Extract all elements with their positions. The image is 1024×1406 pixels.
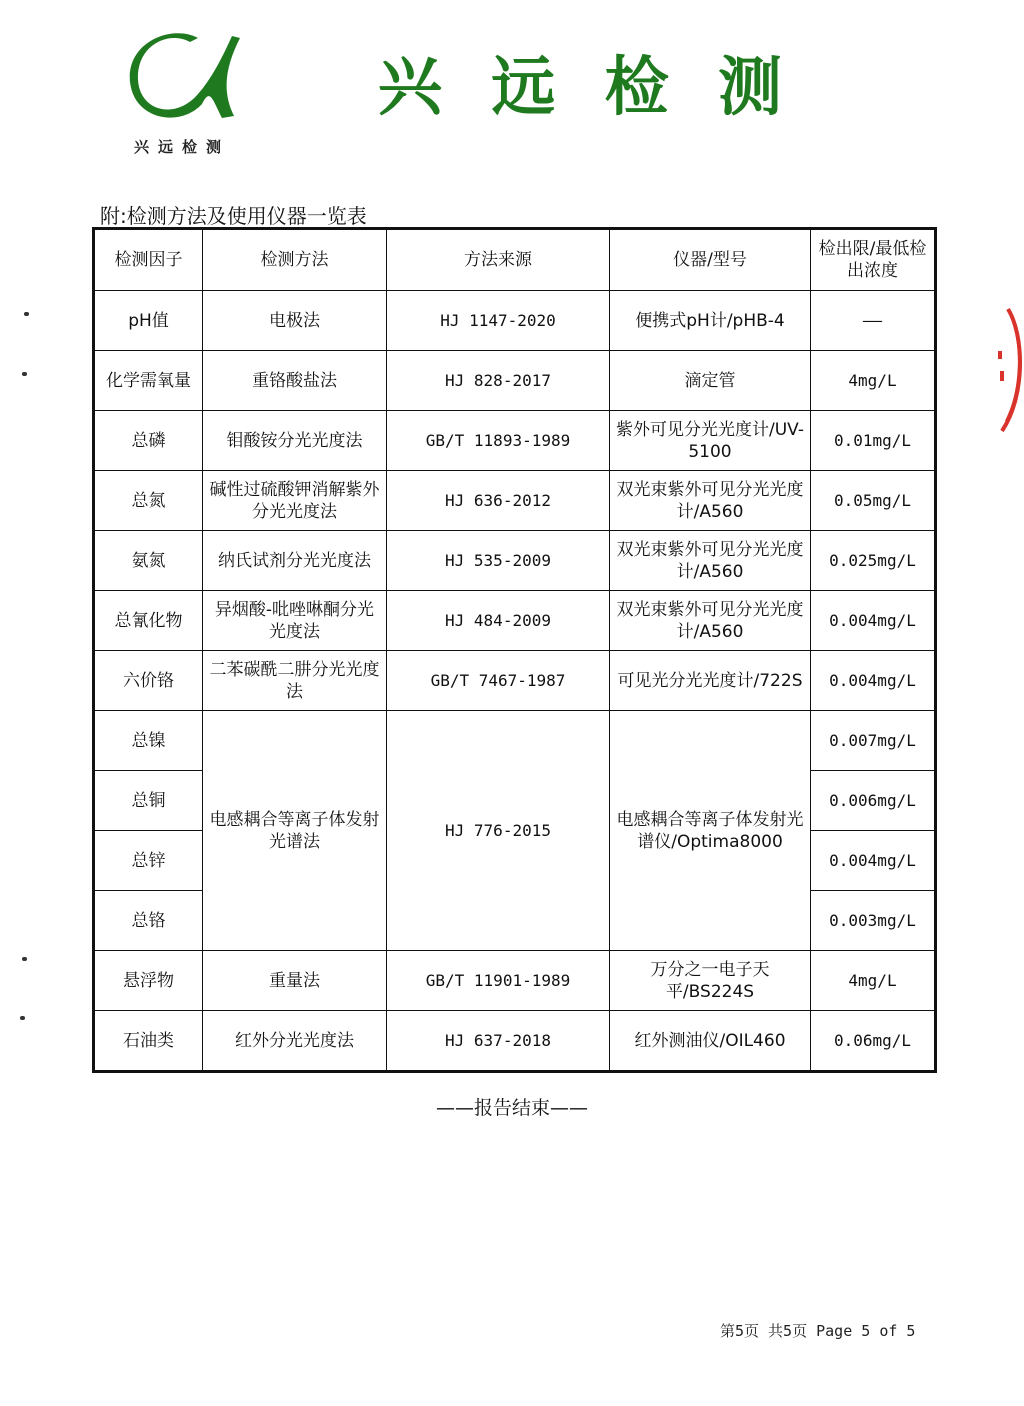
- table-row: [94, 291, 936, 351]
- instrument-cell: 便携式pH计/pHB-4: [610, 291, 811, 351]
- table-row: [94, 591, 936, 651]
- seal-stamp-icon: [990, 305, 1024, 435]
- company-name-title: [370, 48, 790, 128]
- limit-cell: 0.06mg/L: [811, 1011, 936, 1072]
- limit-cell: 0.025mg/L: [811, 531, 936, 591]
- table-row: [94, 711, 936, 771]
- limit-cell: 0.003mg/L: [811, 891, 936, 951]
- limit-cell: 0.004mg/L: [811, 591, 936, 651]
- brand-char: 兴: [378, 50, 442, 125]
- instrument-cell: 滴定管: [610, 351, 811, 411]
- margin-mark: [22, 372, 27, 376]
- limit-cell: 4mg/L: [811, 351, 936, 411]
- limit-cell: 0.05mg/L: [811, 471, 936, 531]
- report-end-mark: ——报告结束——: [435, 1097, 588, 1119]
- factor-cell: pH值: [94, 291, 203, 351]
- source-cell: GB/T 7467-1987: [387, 651, 610, 711]
- limit-cell: 0.006mg/L: [811, 771, 936, 831]
- instrument-cell: 双光束紫外可见分光光度计/A560: [610, 531, 811, 591]
- method-cell: 钼酸铵分光光度法: [203, 411, 387, 471]
- method-cell: 异烟酸-吡唑啉酮分光光度法: [203, 591, 387, 651]
- page-number: 第5页 共5页 Page 5 of 5: [720, 1322, 916, 1340]
- limit-cell: 0.01mg/L: [811, 411, 936, 471]
- source-cell: HJ 1147-2020: [387, 291, 610, 351]
- instrument-cell: 可见光分光光度计/722S: [610, 651, 811, 711]
- header-cell: 检出限/最低检出浓度: [811, 229, 936, 291]
- factor-cell: 氨氮: [94, 531, 203, 591]
- factor-cell: 悬浮物: [94, 951, 203, 1011]
- method-cell: 重量法: [203, 951, 387, 1011]
- logo-caption: 兴远检测: [134, 138, 231, 156]
- factor-cell: 总镍: [94, 711, 203, 771]
- instrument-cell: 双光束紫外可见分光光度计/A560: [610, 471, 811, 531]
- limit-cell: 0.004mg/L: [811, 651, 936, 711]
- source-cell: HJ 637-2018: [387, 1011, 610, 1072]
- table-row: [94, 471, 936, 531]
- table-row: [94, 411, 936, 471]
- table-header-row: [94, 229, 936, 291]
- brand-char: 测: [717, 50, 782, 125]
- source-cell-merged: HJ 776-2015: [387, 711, 610, 951]
- table-row: [94, 1011, 936, 1072]
- factor-cell: 六价铬: [94, 651, 203, 711]
- factor-cell: 总氮: [94, 471, 203, 531]
- source-cell: HJ 484-2009: [387, 591, 610, 651]
- brand-char: 检: [604, 50, 669, 125]
- method-cell: 红外分光光度法: [203, 1011, 387, 1072]
- method-cell: 电极法: [203, 291, 387, 351]
- limit-cell: 0.007mg/L: [811, 711, 936, 771]
- factor-cell: 化学需氧量: [94, 351, 203, 411]
- source-cell: HJ 636-2012: [387, 471, 610, 531]
- brand-char: 远: [491, 50, 556, 125]
- instrument-cell-merged: 电感耦合等离子体发射光谱仪/Optima8000: [610, 711, 811, 951]
- factor-cell: 总铜: [94, 771, 203, 831]
- factor-cell: 石油类: [94, 1011, 203, 1072]
- source-cell: HJ 828-2017: [387, 351, 610, 411]
- table-row: [94, 351, 936, 411]
- table-row: [94, 951, 936, 1011]
- method-cell: 重铬酸盐法: [203, 351, 387, 411]
- method-cell: 二苯碳酰二肼分光光度法: [203, 651, 387, 711]
- method-cell: 纳氏试剂分光光度法: [203, 531, 387, 591]
- instrument-cell: 红外测油仪/OIL460: [610, 1011, 811, 1072]
- instrument-cell: 万分之一电子天平/BS224S: [610, 951, 811, 1011]
- source-cell: GB/T 11893-1989: [387, 411, 610, 471]
- method-cell-merged: 电感耦合等离子体发射光谱法: [203, 711, 387, 951]
- limit-cell: 0.004mg/L: [811, 831, 936, 891]
- header-cell: 方法来源: [387, 229, 610, 291]
- factor-cell: 总氰化物: [94, 591, 203, 651]
- limit-cell: 4mg/L: [811, 951, 936, 1011]
- table-row: [94, 651, 936, 711]
- header-cell: 仪器/型号: [610, 229, 811, 291]
- margin-mark: [20, 1016, 25, 1020]
- method-cell: 碱性过硫酸钾消解紫外分光光度法: [203, 471, 387, 531]
- factor-cell: 总铬: [94, 891, 203, 951]
- instrument-cell: 紫外可见分光光度计/UV-5100: [610, 411, 811, 471]
- header-cell: 检测因子: [94, 229, 203, 291]
- header-cell: 检测方法: [203, 229, 387, 291]
- appendix-title: 附:检测方法及使用仪器一览表: [100, 204, 367, 228]
- margin-mark: [22, 957, 27, 961]
- factor-cell: 总磷: [94, 411, 203, 471]
- source-cell: HJ 535-2009: [387, 531, 610, 591]
- company-logo: [128, 28, 248, 128]
- factor-cell: 总锌: [94, 831, 203, 891]
- table-row: [94, 531, 936, 591]
- margin-mark: [24, 312, 29, 316]
- limit-cell: ——: [811, 291, 936, 351]
- source-cell: GB/T 11901-1989: [387, 951, 610, 1011]
- instrument-cell: 双光束紫外可见分光光度计/A560: [610, 591, 811, 651]
- methods-instruments-table: [92, 227, 937, 1073]
